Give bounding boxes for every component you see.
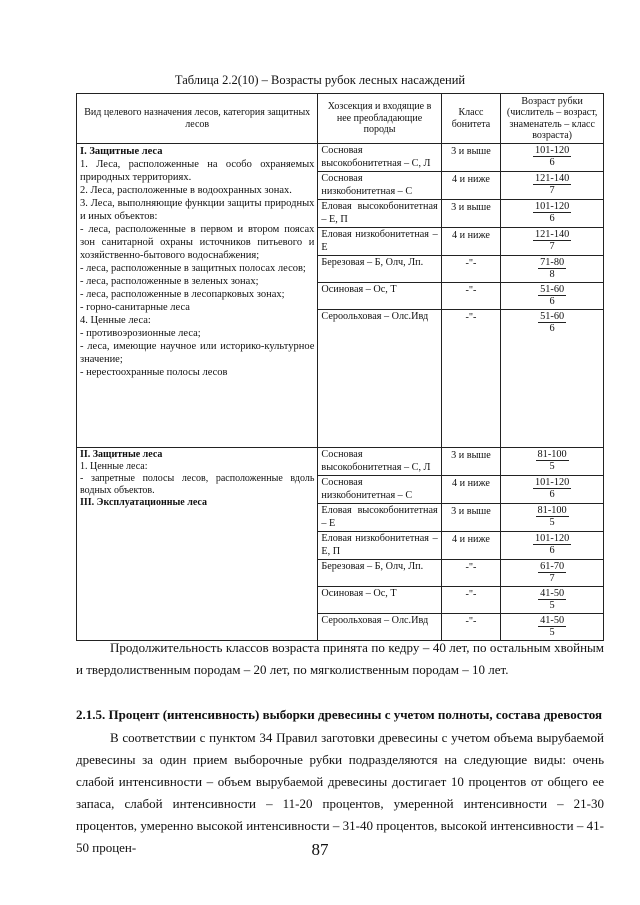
category-line: 4. Ценные леса: — [80, 315, 151, 326]
age-fraction — [538, 284, 566, 307]
cutting-age-cell — [501, 504, 604, 532]
category-line: III. Эксплуатационные леса — [80, 497, 207, 508]
age-fraction — [538, 257, 566, 280]
header-purpose: Вид целевого назначения лесов, категория защитных лесов — [77, 94, 318, 144]
age-fraction — [538, 561, 566, 584]
category-cell — [77, 448, 318, 641]
category-line: 1. Леса, расположенные на особо охраняемых природных территориях. — [80, 159, 315, 183]
cutting-age-cell — [501, 448, 604, 476]
age-numerator: 101-120 — [534, 533, 570, 544]
cutting-age-cell — [501, 560, 604, 587]
age-class-denominator: 7 — [549, 573, 555, 584]
bonitet-cell: 3 и выше — [441, 144, 501, 172]
bonitet-cell: 4 и ниже — [441, 532, 501, 560]
age-fraction — [538, 615, 566, 638]
bonitet-cell: 3 и выше — [441, 200, 501, 228]
age-class-denominator: 6 — [549, 157, 555, 168]
category-line: - леса, расположенные в первом и втором поясах зон санитарной охраны источников питьевого и хозяйственно-бытового водоснабжения; — [80, 224, 315, 261]
category-line: - нерестоохранные полосы лесов — [80, 367, 228, 378]
category-line: 1. Ценные леса: — [80, 461, 148, 472]
age-fraction — [533, 145, 571, 168]
bonitet-cell: 3 и выше — [441, 448, 501, 476]
cutting-age-cell — [501, 172, 604, 200]
age-fraction — [533, 229, 571, 252]
category-line: 3. Леса, выполняющие функции защиты природных и иных объектов: — [80, 198, 315, 222]
cutting-age-cell — [501, 256, 604, 283]
species-cell: Еловая низкобонитетная – Е — [318, 228, 441, 256]
header-cutting-age: Возраст рубки (числитель – возраст, знаменатель – класс возраста) — [501, 94, 604, 144]
bonitet-cell: -"- — [441, 614, 501, 641]
age-fraction — [533, 533, 571, 556]
age-class-denominator: 8 — [549, 269, 555, 280]
table-row — [77, 448, 604, 476]
species-cell: Сосновая низкобонитетная – С — [318, 172, 441, 200]
age-numerator: 101-120 — [534, 145, 570, 156]
species-cell: Сероольховая – Олс.Ивд — [318, 310, 441, 448]
age-numerator: 81-100 — [537, 505, 567, 516]
table-row — [77, 144, 604, 172]
category-cell — [77, 144, 318, 448]
age-numerator: 81-100 — [537, 449, 567, 460]
category-line: - леса, расположенные в зеленых зонах; — [80, 276, 259, 287]
group1-body — [77, 144, 604, 448]
cutting-age-cell — [501, 283, 604, 310]
age-numerator: 121-140 — [534, 173, 570, 184]
table-header-row — [77, 94, 604, 144]
cutting-age-cell — [501, 228, 604, 256]
category-line: - противоэрозионные леса; — [80, 328, 201, 339]
category-line: - леса, имеющие научное или историко-культурное значение; — [80, 341, 315, 365]
page-number: 87 — [311, 840, 329, 859]
age-class-denominator: 5 — [549, 627, 555, 638]
bonitet-cell: 4 и ниже — [441, 228, 501, 256]
category-line: - запретные полосы лесов, расположенные вдоль водных объектов. — [80, 473, 315, 496]
age-class-denominator: 5 — [549, 517, 555, 528]
age-class-denominator: 6 — [549, 489, 555, 500]
group2-body — [77, 448, 604, 641]
age-numerator: 61-70 — [540, 561, 565, 572]
age-class-denominator: 6 — [549, 545, 555, 556]
age-numerator: 101-120 — [534, 201, 570, 212]
age-fraction — [538, 311, 566, 334]
age-class-denominator: 7 — [549, 241, 555, 252]
species-cell: Еловая низкобонитетная – Е, П — [318, 532, 441, 560]
species-cell: Сосновая низкобонитетная – С — [318, 476, 441, 504]
age-class-denominator: 7 — [549, 185, 555, 196]
cutting-age-cell — [501, 310, 604, 448]
age-numerator: 121-140 — [534, 229, 570, 240]
species-cell: Сероольховая – Олс.Ивд — [318, 614, 441, 641]
category-line: I. Защитные леса — [80, 146, 163, 157]
cutting-age-cell — [501, 200, 604, 228]
age-numerator: 41-50 — [540, 588, 565, 599]
age-class-denominator: 6 — [549, 296, 555, 307]
age-fraction — [533, 201, 571, 224]
category-line: - леса, расположенные в лесопарковых зонах; — [80, 289, 285, 300]
cutting-age-cell — [501, 587, 604, 614]
cutting-age-cell — [501, 532, 604, 560]
age-fraction — [538, 588, 566, 611]
section-heading: 2.1.5. Процент (интенсивность) выборки древесины с учетом полноты, состава древостоя — [76, 707, 602, 722]
bonitet-cell: -"- — [441, 256, 501, 283]
bonitet-cell: -"- — [441, 560, 501, 587]
cutting-age-table — [76, 93, 604, 641]
header-bonitet: Класс бонитета — [441, 94, 501, 144]
age-class-denominator: 5 — [549, 600, 555, 611]
bonitet-cell: -"- — [441, 283, 501, 310]
cutting-age-cell — [501, 144, 604, 172]
bonitet-cell: 4 и ниже — [441, 476, 501, 504]
bonitet-cell: -"- — [441, 310, 501, 448]
age-numerator: 71-80 — [540, 257, 565, 268]
bonitet-cell: 3 и выше — [441, 504, 501, 532]
age-fraction — [533, 173, 571, 196]
age-numerator: 41-50 — [540, 615, 565, 626]
category-line: 2. Леса, расположенные в водоохранных зонах. — [80, 185, 292, 196]
bonitet-cell: -"- — [441, 587, 501, 614]
species-cell: Осиновая – Ос, Т — [318, 283, 441, 310]
species-cell: Сосновая высокобонитетная – С, Л — [318, 448, 441, 476]
age-fraction — [533, 477, 571, 500]
age-class-denominator: 6 — [549, 323, 555, 334]
age-numerator: 51-60 — [540, 311, 565, 322]
category-line: - леса, расположенные в защитных полосах лесов; — [80, 263, 306, 274]
paragraph-intensity: В соответствии с пунктом 34 Правил заготовки древесины с учетом объема вырубаемой древесины за один прием выборочные рубки подразделяются на следующие виды: очень слабой интенсивности – объем вырубаемой древесины достигает 10 процентов от общего ее запаса, слабой интенсивности – 11-20 процентов, умеренной интенсивности – 21-30 процентов, умеренно высокой интенсивности – 31-40 процентов, высокой интенсивности – 41-50 процен- — [76, 730, 604, 855]
age-numerator: 101-120 — [534, 477, 570, 488]
species-cell: Еловая высокобонитетная – Е, П — [318, 200, 441, 228]
header-section: Хозсекция и входящие в нее преобладающие породы — [318, 94, 441, 144]
species-cell: Березовая – Б, Олч, Лп. — [318, 560, 441, 587]
species-cell: Еловая высокобонитетная – Е — [318, 504, 441, 532]
category-line: II. Защитные леса — [80, 449, 163, 460]
species-cell: Сосновая высокобонитетная – С, Л — [318, 144, 441, 172]
age-fraction — [536, 449, 569, 472]
cutting-age-cell — [501, 476, 604, 504]
species-cell: Березовая – Б, Олч, Лп. — [318, 256, 441, 283]
age-class-denominator: 5 — [549, 461, 555, 472]
age-fraction — [536, 505, 569, 528]
paragraph-age-classes: Продолжительность классов возраста принята по кедру – 40 лет, по остальным хвойным и твердолиственным породам – 20 лет, по мягколиственным породам – 10 лет. — [76, 640, 604, 677]
table-caption: Таблица 2.2(10) – Возрасты рубок лесных насаждений — [174, 73, 466, 87]
bonitet-cell: 4 и ниже — [441, 172, 501, 200]
age-numerator: 51-60 — [540, 284, 565, 295]
age-class-denominator: 6 — [549, 213, 555, 224]
species-cell: Осиновая – Ос, Т — [318, 587, 441, 614]
category-line: - горно-санитарные леса — [80, 302, 190, 313]
